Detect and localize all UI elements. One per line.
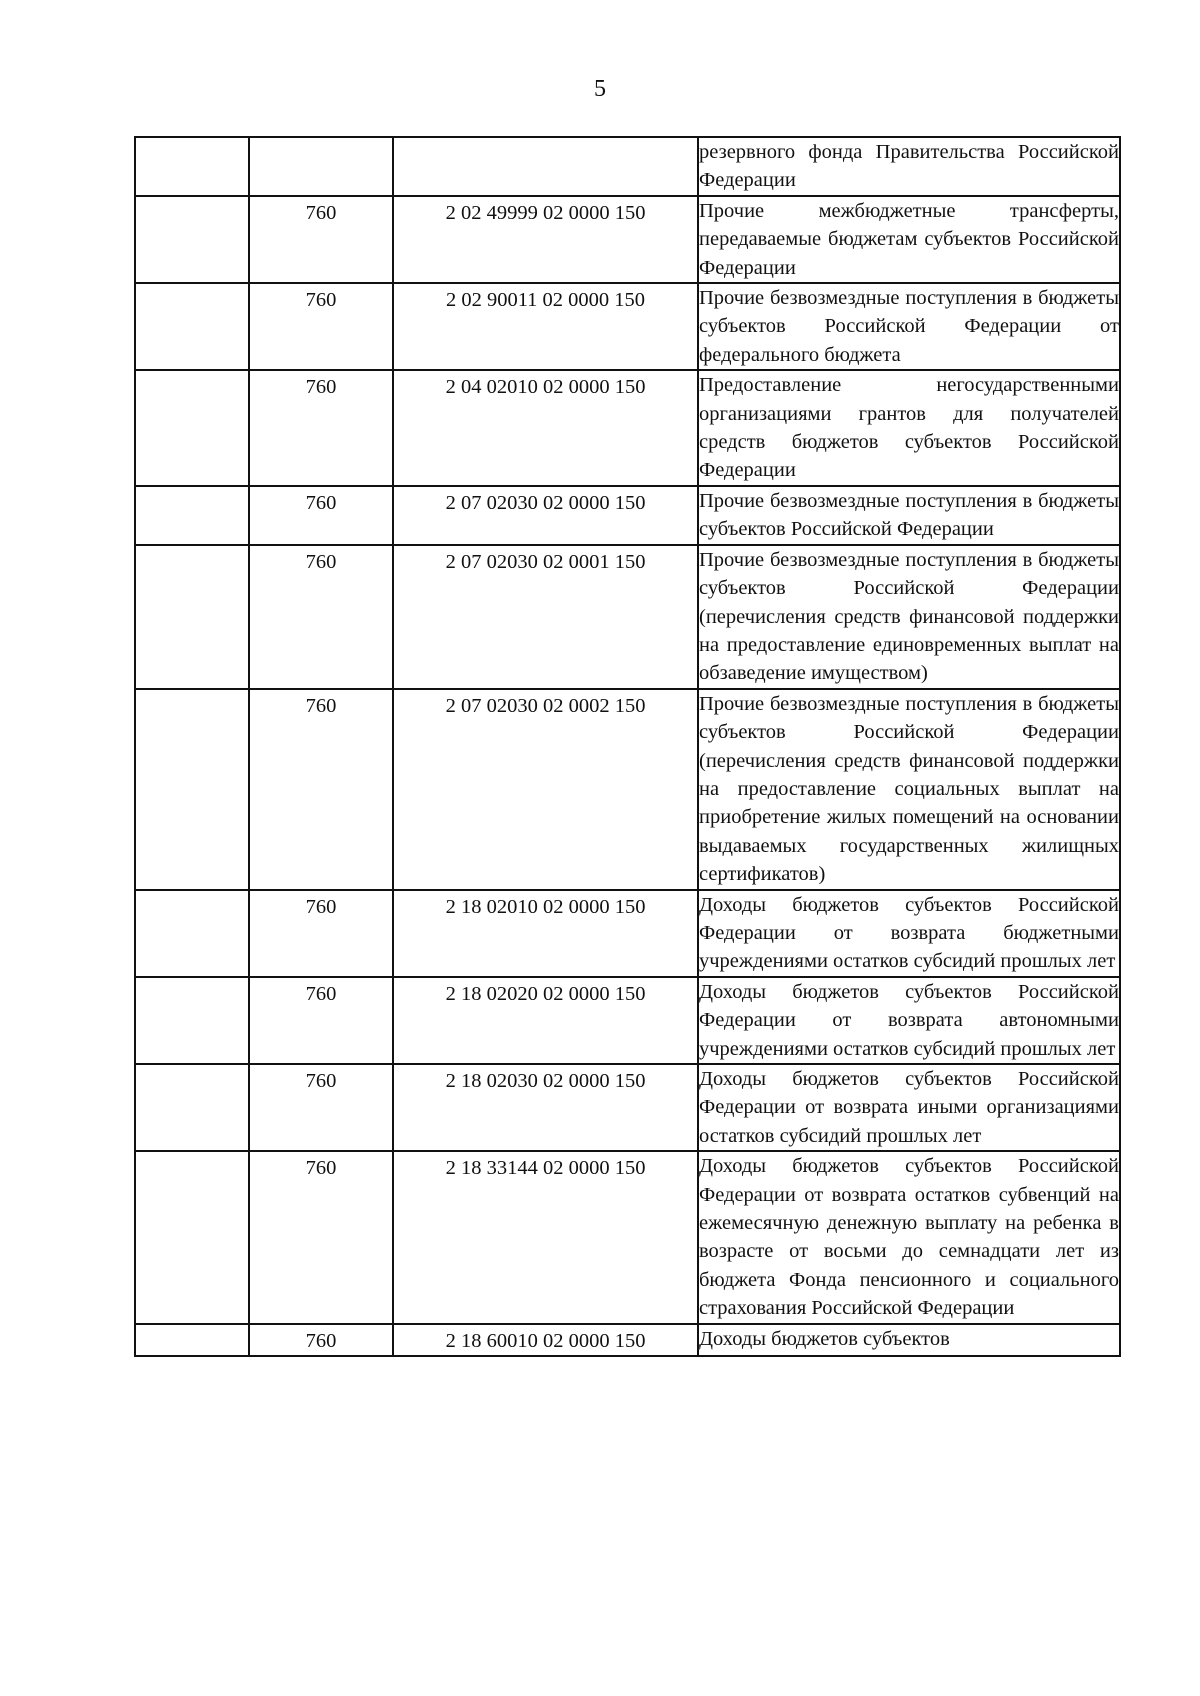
admin-code-cell: 760 [249,370,393,486]
table-row [135,1064,1120,1151]
empty-cell [135,890,249,977]
income-code-cell: 2 07 02030 02 0000 150 [393,486,698,545]
income-name-cell: Доходы бюджетов субъектов [698,1324,1120,1356]
empty-cell [135,1151,249,1323]
empty-cell [135,1324,249,1356]
income-name-cell: Доходы бюджетов субъектов Российской Федерации от возврата бюджетными учреждениями остатков субсидий прошлых лет [698,890,1120,977]
admin-code-cell: 760 [249,890,393,977]
admin-code-cell: 760 [249,545,393,689]
admin-code-cell [249,137,393,196]
table-row [135,283,1120,370]
admin-code-cell: 760 [249,283,393,370]
admin-code-cell: 760 [249,196,393,283]
income-code-cell: 2 18 60010 02 0000 150 [393,1324,698,1356]
income-code-cell [393,137,698,196]
table-row [135,1324,1120,1356]
empty-cell [135,545,249,689]
table-row [135,977,1120,1064]
income-name-cell: резервного фонда Правительства Российской Федерации [698,137,1120,196]
income-code-cell: 2 04 02010 02 0000 150 [393,370,698,486]
table-row [135,370,1120,486]
admin-code-cell: 760 [249,486,393,545]
income-name-cell: Прочие безвозмездные поступления в бюджеты субъектов Российской Федерации от федерального бюджета [698,283,1120,370]
empty-cell [135,370,249,486]
admin-code-cell: 760 [249,1151,393,1323]
income-code-cell: 2 02 90011 02 0000 150 [393,283,698,370]
income-code-cell: 2 07 02030 02 0002 150 [393,689,698,890]
income-code-cell: 2 07 02030 02 0001 150 [393,545,698,689]
income-codes-table [134,136,1121,1357]
income-code-cell: 2 18 02010 02 0000 150 [393,890,698,977]
admin-code-cell: 760 [249,689,393,890]
income-code-cell: 2 18 02030 02 0000 150 [393,1064,698,1151]
empty-cell [135,977,249,1064]
table-row [135,486,1120,545]
table-row [135,1151,1120,1323]
empty-cell [135,1064,249,1151]
income-code-cell: 2 18 02020 02 0000 150 [393,977,698,1064]
empty-cell [135,196,249,283]
income-name-cell: Доходы бюджетов субъектов Российской Федерации от возврата автономными учреждениями остатков субсидий прошлых лет [698,977,1120,1064]
income-code-cell: 2 02 49999 02 0000 150 [393,196,698,283]
income-name-cell: Прочие безвозмездные поступления в бюджеты субъектов Российской Федерации (перечисления средств финансовой поддержки на предоставление социальных выплат на приобретение жилых помещений на основании выдаваемых государственных жилищных сертификатов) [698,689,1120,890]
income-name-cell: Доходы бюджетов субъектов Российской Федерации от возврата иными организациями остатков субсидий прошлых лет [698,1064,1120,1151]
admin-code-cell: 760 [249,1064,393,1151]
income-name-cell: Прочие безвозмездные поступления в бюджеты субъектов Российской Федерации [698,486,1120,545]
empty-cell [135,283,249,370]
table-row [135,196,1120,283]
income-name-cell: Прочие безвозмездные поступления в бюджеты субъектов Российской Федерации (перечисления средств финансовой поддержки на предоставление единовременных выплат на обзаведение имуществом) [698,545,1120,689]
admin-code-cell: 760 [249,977,393,1064]
income-name-cell: Доходы бюджетов субъектов Российской Федерации от возврата остатков субвенций на ежемесячную денежную выплату на ребенка в возрасте от восьми до семнадцати лет из бюджета Фонда пенсионного и социального страхования Российской Федерации [698,1151,1120,1323]
income-name-cell: Прочие межбюджетные трансферты, передаваемые бюджетам субъектов Российской Федерации [698,196,1120,283]
empty-cell [135,137,249,196]
income-code-cell: 2 18 33144 02 0000 150 [393,1151,698,1323]
page-number: 5 [594,76,606,102]
income-name-cell: Предоставление негосударственными организациями грантов для получателей средств бюджетов субъектов Российской Федерации [698,370,1120,486]
empty-cell [135,486,249,545]
table-row [135,890,1120,977]
empty-cell [135,689,249,890]
table-row [135,137,1120,196]
table-row [135,545,1120,689]
table-row [135,689,1120,890]
admin-code-cell: 760 [249,1324,393,1356]
